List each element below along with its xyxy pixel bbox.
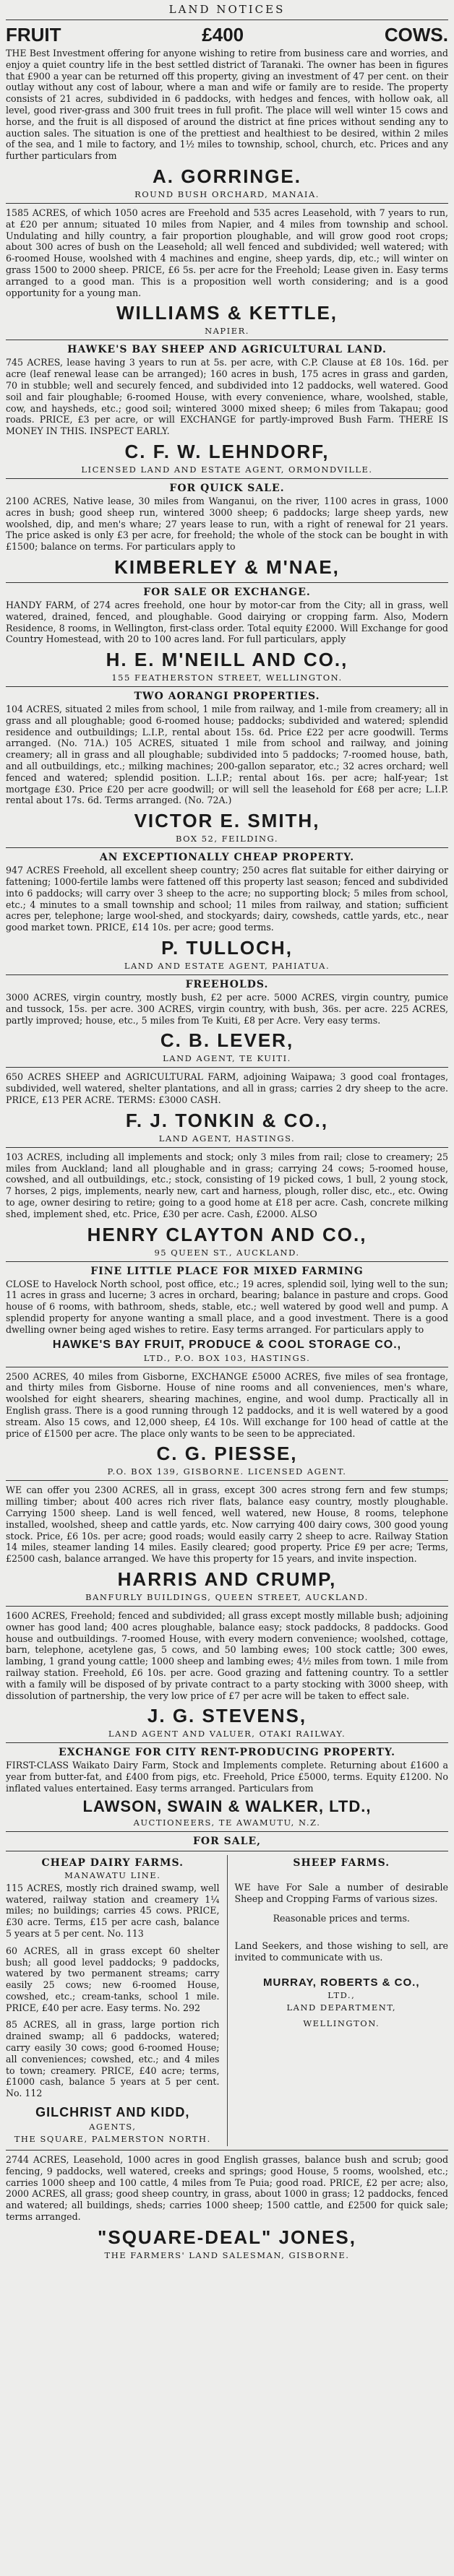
- ad-heading: FOR SALE OR EXCHANGE.: [143, 586, 311, 598]
- ad-body: 2500 ACRES, 40 miles from Gisborne, EXCHANGE £5000 ACRES, five miles of sea frontage, and thirty miles from Gisborne. House of nine rooms and all conveniences, men's whare, woolshed for eight shearers, shearing machines, engine, and wool dump. Practically all in English grass. There is a good running through 12 paddocks, and it is well watered by a good stream. Also 15 cows, and 12,000 sheep, £4 10s. Will exchange for 100 head of cattle at the price of £1500 per acre. The place only wants to be seen to be appreciated.: [6, 1370, 448, 1439]
- ad-block: [6, 1261, 448, 1363]
- advertiser-sub: NAPIER.: [205, 326, 249, 337]
- advertiser-sub: 155 FEATHERSTON STREET, WELLINGTON.: [111, 673, 343, 683]
- ad-block: [6, 847, 448, 971]
- ad-body: 947 ACRES Freehold, all excellent sheep country; 250 acres flat suitable for either dairying or fattening; 1000-fertile lambs were fattened off this property last season; fenced and subdivided into 6 paddocks; will carry over 3 sheep to the acre; no supporting block; 5 miles from school, etc.; 4 minutes to a small township and school; 11 miles from railway, and station; sufficient acres per, telephone; large wool-shed, and stockyards; dairy, cowsheds, cattle yards, etc., near good market town. PRICE, £14 10s. per acre; good terms.: [6, 865, 448, 933]
- ad-block: [6, 24, 448, 199]
- advertiser-sub: BOX 52, FEILDING.: [176, 834, 278, 844]
- agent-ltd: LTD.,: [327, 1989, 356, 2000]
- advertiser-name: LAWSON, SWAIN & WALKER, LTD.,: [82, 1797, 372, 1815]
- section-header: LAND NOTICES: [168, 3, 286, 16]
- advertiser-sub: LAND AGENT, TE KUITI.: [163, 1053, 291, 1064]
- advertiser-sub: THE FARMERS' LAND SALESMAN, GISBORNE.: [104, 2249, 350, 2260]
- divider: [6, 1742, 448, 1743]
- ad-body: WE can offer you 2300 ACRES, all in grass, except 300 acres strong fern and few stumps; milling timber; about 400 acres rich river flats, balance easy country, mostly ploughable. Carrying 1500 sheep. Land is well fenced, well watered, new House, 8 rooms, telephone installed, woolshed, sheep and cattle yards, etc. Now carrying 400 dairy cows, 300 good young stock. Price, £6 10s. per acre; good roads; would easily carry 2 sheep to acre. Railway Station 14 miles, steamer landing 14 miles. Easily cleared; good property. Price £9 per acre; Terms, £2500 cash, balance arranged. We have this property for 15 years, and invite inspection.: [6, 1484, 448, 1565]
- dairy-subheading: MANAWATU LINE.: [64, 1870, 161, 1880]
- advertiser-sub: ROUND BUSH ORCHARD, MANAIA.: [134, 189, 320, 199]
- advertiser-address: THE SQUARE, PALMERSTON NORTH.: [14, 2134, 211, 2145]
- ad-heading: TWO AORANGI PROPERTIES.: [134, 691, 320, 703]
- ad-block: [6, 582, 448, 683]
- advertiser-name: A. GORRINGE.: [152, 165, 301, 187]
- advertiser-sub: AUCTIONEERS, TE AWAMUTU, N.Z.: [133, 1817, 321, 1828]
- ad-heading: EXCHANGE FOR CITY RENT-PRODUCING PROPERTY.: [59, 1747, 395, 1759]
- advertiser-name: P. TULLOCH,: [161, 937, 293, 959]
- advertiser-sub: P.O. BOX 139, GISBORNE. LICENSED AGENT.: [107, 1466, 347, 1477]
- ad-body: 1585 ACRES, of which 1050 acres are Freehold and 535 acres Leasehold, with 7 years to run, at £20 per annum; situated 10 miles from Napier, and 4 miles from township and school. Undulating and hilly country, a fair proportion ploughable, and will grow good root crops; about 300 acres of bush on the Leasehold; all well fenced and subdivided; well watered; with 6-roomed House, woolshed with 4 machines and engine, sheep yards, dip, etc.; will winter on grass 1500 to 2000 sheep. PRICE, £6 5s. per acre for the Freehold; Lease given in. Easy terms arranged to a good man. This is a proposition well worth considering; and is a good opportunity for a young man.: [6, 207, 448, 298]
- ad-body: 3000 ACRES, virgin country, mostly bush, £2 per acre. 5000 ACRES, virgin country, pumice and tussock, 15s. per acre. 300 ACRES, virgin country, with bush, 36s. per acre. 225 ACRES, partly improved; house, etc., 5 miles from Te Kuiti, £8 per Acre. Very easy terms.: [6, 992, 448, 1026]
- ad-body: HANDY FARM, of 274 acres freehold, one hour by motor-car from the City; all in grass, well watered, drained, fenced, and ploughable. Good dairying or cropping farm. Also, Modern Residence, 8 rooms, in Wellington, first-class order. Total equity £2000. Will Exchange for good Country Homestead, with 20 to 100 acres land. For full particulars, apply: [6, 599, 448, 645]
- ad-headline: [6, 24, 448, 46]
- ad-block: [6, 340, 448, 475]
- advertiser-name: WILLIAMS & KETTLE,: [116, 302, 338, 324]
- classified-ads: [6, 24, 448, 1828]
- advertiser-name: C. B. LEVER,: [160, 1029, 294, 1052]
- headline-word: COWS.: [384, 24, 448, 46]
- ad-body: THE Best Investment offering for anyone wishing to retire from business care and worries, and enjoy a quiet country life in the best settled district of Taranaki. The owner has been in figures that £900 a year can be returned off this property, giving an investment of 47 per cent. on their outlay without any cost of labour, where a man and wife or family are to reside. The property consists of 21 acres, subdivided in 6 paddocks, with hedges and fences, with hollow oak, all level, good river-grass and 300 fruit trees in full profit. The place will well winter 15 cows and horse, and the fruit is all disposed of around the district at fine prices without sending any to auction sales. The situation is one of the prettiest and healthiest to be desired, within 2 miles of the sea, and 1 mile to factory, and 1½ miles to township, school, church, etc. Prices and any further particulars from: [6, 48, 448, 162]
- dairy-farms-column: [6, 1855, 220, 2146]
- advertiser-name: HAWKE'S BAY FRUIT, PRODUCE & COOL STORAGE CO.,: [52, 1338, 402, 1351]
- advertiser-name: KIMBERLEY & M'NAE,: [114, 556, 340, 578]
- divider: [6, 1831, 448, 1832]
- advertiser-sub: BANFURLY BUILDINGS, QUEEN STREET, AUCKLAND.: [85, 1591, 369, 1602]
- ad-heading: AN EXCEPTIONALLY CHEAP PROPERTY.: [99, 852, 355, 864]
- divider: [6, 686, 448, 687]
- advertiser-name: "SQUARE-DEAL" JONES,: [98, 2226, 356, 2248]
- divider: [6, 2150, 448, 2151]
- ad-block: [6, 478, 448, 579]
- column-divider: [227, 1855, 228, 2146]
- advertiser-sub: AGENTS,: [89, 2122, 137, 2132]
- advertiser-name: J. G. STEVENS,: [147, 1705, 307, 1727]
- ad-block: [6, 974, 448, 1063]
- advertiser-name: HARRIS AND CRUMP,: [117, 1568, 337, 1590]
- headline-word: £400: [202, 24, 244, 46]
- ad-block: [6, 1367, 448, 1477]
- agent-city: WELLINGTON.: [303, 2018, 380, 2028]
- agent-name: MURRAY, ROBERTS & CO.,: [263, 1976, 420, 1989]
- headline-word: FRUIT: [6, 24, 61, 46]
- divider: [6, 582, 448, 583]
- advertiser-name: C. F. W. LEHNDORF,: [124, 440, 330, 462]
- dairy-listing: 115 ACRES, mostly rich drained swamp, well watered, railway station and creamery 1¼ miles; no buildings; carries 45 cows. PRICE, £30 acre. Terms, £15 per acre cash, balance 5 years at 5 per cent. No. 113: [6, 1882, 220, 1939]
- advertiser-sub: LTD., P.O. BOX 103, HASTINGS.: [143, 1352, 311, 1363]
- advertiser-name: C. G. PIESSE,: [156, 1443, 298, 1465]
- advertiser-sub: 95 QUEEN ST., AUCKLAND.: [154, 1247, 300, 1258]
- agent-dept: LAND DEPARTMENT,: [286, 2002, 396, 2013]
- ad-block: [6, 1067, 448, 1143]
- ad-block: [6, 1480, 448, 1602]
- ad-block: [6, 686, 448, 844]
- divider: [6, 1480, 448, 1481]
- divider: [6, 1606, 448, 1607]
- ad-body: 2744 ACRES, Leasehold, 1000 acres in good English grasses, balance bush and scrub; good fencing, 9 paddocks, well watered, creeks and springs; good House, 5 rooms, woolshed, etc.; carries 1000 sheep and 100 cattle, 4 miles from Te Puia; good road. PRICE, £2 per acre; also, 2000 ACRES, all grass; good sheep country, in grass, about 1000 in grass; 12 paddocks, fenced and watered; all buildings, sheds; carries 1000 sheep; 1500 cattle, and £2500 for quick sale; terms arranged.: [6, 2154, 448, 2223]
- divider: [6, 1067, 448, 1068]
- divider: [6, 478, 448, 479]
- ad-heading: HAWKE'S BAY SHEEP AND AGRICULTURAL LAND.: [67, 344, 387, 356]
- ad-block: [6, 203, 448, 336]
- dairy-heading: CHEAP DAIRY FARMS.: [41, 1857, 184, 1869]
- advertiser-name: VICTOR E. SMITH,: [134, 810, 320, 832]
- advertiser-sub: LICENSED LAND AND ESTATE AGENT, ORMONDVILLE.: [81, 464, 373, 475]
- advertiser-name: GILCHRIST AND KIDD,: [35, 2105, 190, 2120]
- ad-body: CLOSE to Havelock North school, post office, etc.; 19 acres, splendid soil, lying well to the sun; 11 acres in grass and lucerne; 3 acres in orchard, bearing; balance in pasture and crops. Good house of 6 rooms, with bathroom, sheds, stable, etc.; well watered by good well and pump. A splendid property for anyone wanting a small place, and a good investment. There is a good dwelling owner being aged wishes to retire. Easy terms arranged. For particulars apply to: [6, 1278, 448, 1335]
- ad-block: [6, 1606, 448, 1739]
- advertiser-name: HENRY CLAYTON AND CO.,: [87, 1223, 367, 1245]
- ad-block: [6, 1147, 448, 1258]
- ad-heading: FREEHOLDS.: [185, 979, 269, 991]
- advertiser-sub: LAND AND ESTATE AGENT, PAHIATUA.: [124, 961, 330, 972]
- dairy-listing: 60 ACRES, all in grass except 60 shelter bush; all good level paddocks; 9 paddocks, watered by two permanent streams; carry easily 25 cows; new 6-roomed House, cowshed, etc.; cream-tanks, school 1 mile. PRICE, £40 per acre. Easy terms. No. 292: [6, 1945, 220, 2013]
- divider: [6, 203, 448, 204]
- ad-body: 745 ACRES, lease having 3 years to run at 5s. per acre, with C.P. Clause at £8 10s. 16d. per acre (leaf renewal lease can be arranged); 160 acres in bush, 175 acres in grass and garden, 70 in stubble; well and securely fenced, and subdivided into 12 paddocks, well watered. Good soil and fair ploughable; 6-roomed House, with every convenience, whare, woolshed, stable, cow, and haysheds, etc.; good soil; wintered 3000 mixed sheep; 6 miles from Takapau; good roads. PRICE, £3 per acre, or will EXCHANGE for partly-improved Bush Farm. THERE IS MONEY IN THIS. INSPECT EARLY.: [6, 357, 448, 437]
- ad-body: 2100 ACRES, Native lease, 30 miles from Wanganui, on the river, 1100 acres in grass, 1000 acres in bush; good sheep run, wintered 3000 sheep; 6 paddocks; large sheep yards, new woolshed, dip, and men's whare; 27 years lease to run, with a right of renewal for 21 years. The price asked is only £3 per acre, for freehold; the whole of the stock can be bought in with £1500; balance on terms. For particulars apply to: [6, 495, 448, 553]
- sheep-invite: Land Seekers, and those wishing to sell, are invited to communicate with us.: [234, 1940, 448, 1963]
- ad-heading: FINE LITTLE PLACE FOR MIXED FARMING: [90, 1265, 364, 1277]
- divider: [6, 847, 448, 848]
- divider: [6, 1147, 448, 1148]
- sheep-farms-column: [235, 1855, 449, 2146]
- sheep-heading: SHEEP FARMS.: [293, 1857, 390, 1869]
- ad-body: FIRST-CLASS Waikato Dairy Farm, Stock and Implements complete. Returning about £1600 a year from butter-fat, and £400 from pigs, etc. Freehold, Price £5000, terms. Equity £1200. No inflated values entertained. Easy terms arranged. Particulars from: [6, 1760, 448, 1794]
- ad-body: 650 ACRES SHEEP and AGRICULTURAL FARM, adjoining Waipawa; 3 good coal frontages, subdivided, well watered, shelter plantations, and all in grass; carries 2 dry sheep to the acre. PRICE, £13 PER ACRE. TERMS: £3000 CASH.: [6, 1071, 448, 1106]
- ad-body: 103 ACRES, including all implements and stock; only 3 miles from rail; close to creamery; 25 miles from Auckland; land all ploughable and in grass; carrying 24 cows; 5-roomed house, cowshed, and all outbuildings, etc.; stock, consisting of 19 picked cows, 1 bull, 2 young stock, 7 horses, 2 pigs, implements, nearly new, cart and harness, plough, roller disc, etc., etc. Owing to age, owner desiring to retire; going to a good home at £18 per acre. Cash, concrete milking shed, implement shed, etc. Price, £30 per acre. Cash, £2000. ALSO: [6, 1151, 448, 1219]
- advertiser-sub: LAND AGENT, HASTINGS.: [158, 1133, 296, 1144]
- for-sale-heading: FOR SALE,: [192, 1835, 261, 1847]
- sheep-terms: Reasonable prices and terms.: [273, 1913, 410, 1924]
- advertiser-name: H. E. M'NEILL AND CO.,: [106, 649, 348, 671]
- ad-body: 1600 ACRES, Freehold; fenced and subdivided; all grass except mostly millable bush; adjoining owner has good land; 400 acres ploughable, balance easy; stock paddocks, 8 paddocks. Good house and outbuildings. 7-roomed House, with every modern convenience; woolshed, cottage, barn, telephone, acetylene gas, 5 cows, and 50 lambing ewes; 100 stock cattle; 300 ewes, lambing, 1 grand young cattle; 1000 sheep and lambing ewes; 4½ miles from town. 1 mile from railway station. Freehold, £6 10s. per acre. Good grazing and fattening country. To a settler with a family will be disposed of by private contract to a party stocking with 3000 sheep, with dissolution of partnership, the very low price of £7 per acre will be taken to effect sale.: [6, 1609, 448, 1701]
- divider: [6, 974, 448, 975]
- two-column-ads: [6, 1855, 448, 2146]
- dairy-listing: 85 ACRES, all in grass, large portion rich drained swamp; all 6 paddocks, watered; carry easily 30 cows; good 6-roomed House; all conveniences; cowshed, etc.; and 4 miles to town; creamery. PRICE, £40 acre; terms, £1000 cash, balance 5 years at 5 per cent. No. 112: [6, 2019, 220, 2099]
- ad-body: 104 ACRES, situated 2 miles from school, 1 mile from railway, and 1-mile from creamery; all in grass and all ploughable; good 6-roomed house; paddocks; subdivided and watered; splendid residence and outbuildings; L.I.P., rental about 15s. 6d. Price £22 per acre goodwill. Terms arranged. (No. 71A.) 105 ACRES, situated 1 mile from school and railway, and joining creamery; all in grass and all ploughable; subdivided into 5 paddocks; 7-roomed house, bath, and all outbuildings, etc.; milking machines; 200-gallon separator, etc.; 32 acres orchard; well fenced and watered; splendid position. L.I.P.; rental about 16s. per acre; half-year; 1st mortgage £30. Price £20 per acre goodwill; or will sell the leasehold for £68 per acre; L.I.P. rental about 17s. 6d. Terms arranged. (No. 72A.): [6, 704, 448, 806]
- ad-heading: FOR QUICK SALE.: [169, 482, 285, 494]
- sheep-text: WE have For Sale a number of desirable Sheep and Cropping Farms of various sizes.: [234, 1881, 448, 1904]
- dairy-listings: [6, 1883, 220, 2099]
- divider: [6, 1261, 448, 1262]
- advertiser-sub: LAND AGENT AND VALUER, OTAKI RAILWAY.: [108, 1729, 346, 1739]
- advertiser-name: F. J. TONKIN & CO.,: [125, 1109, 329, 1131]
- ad-block: [6, 1742, 448, 1827]
